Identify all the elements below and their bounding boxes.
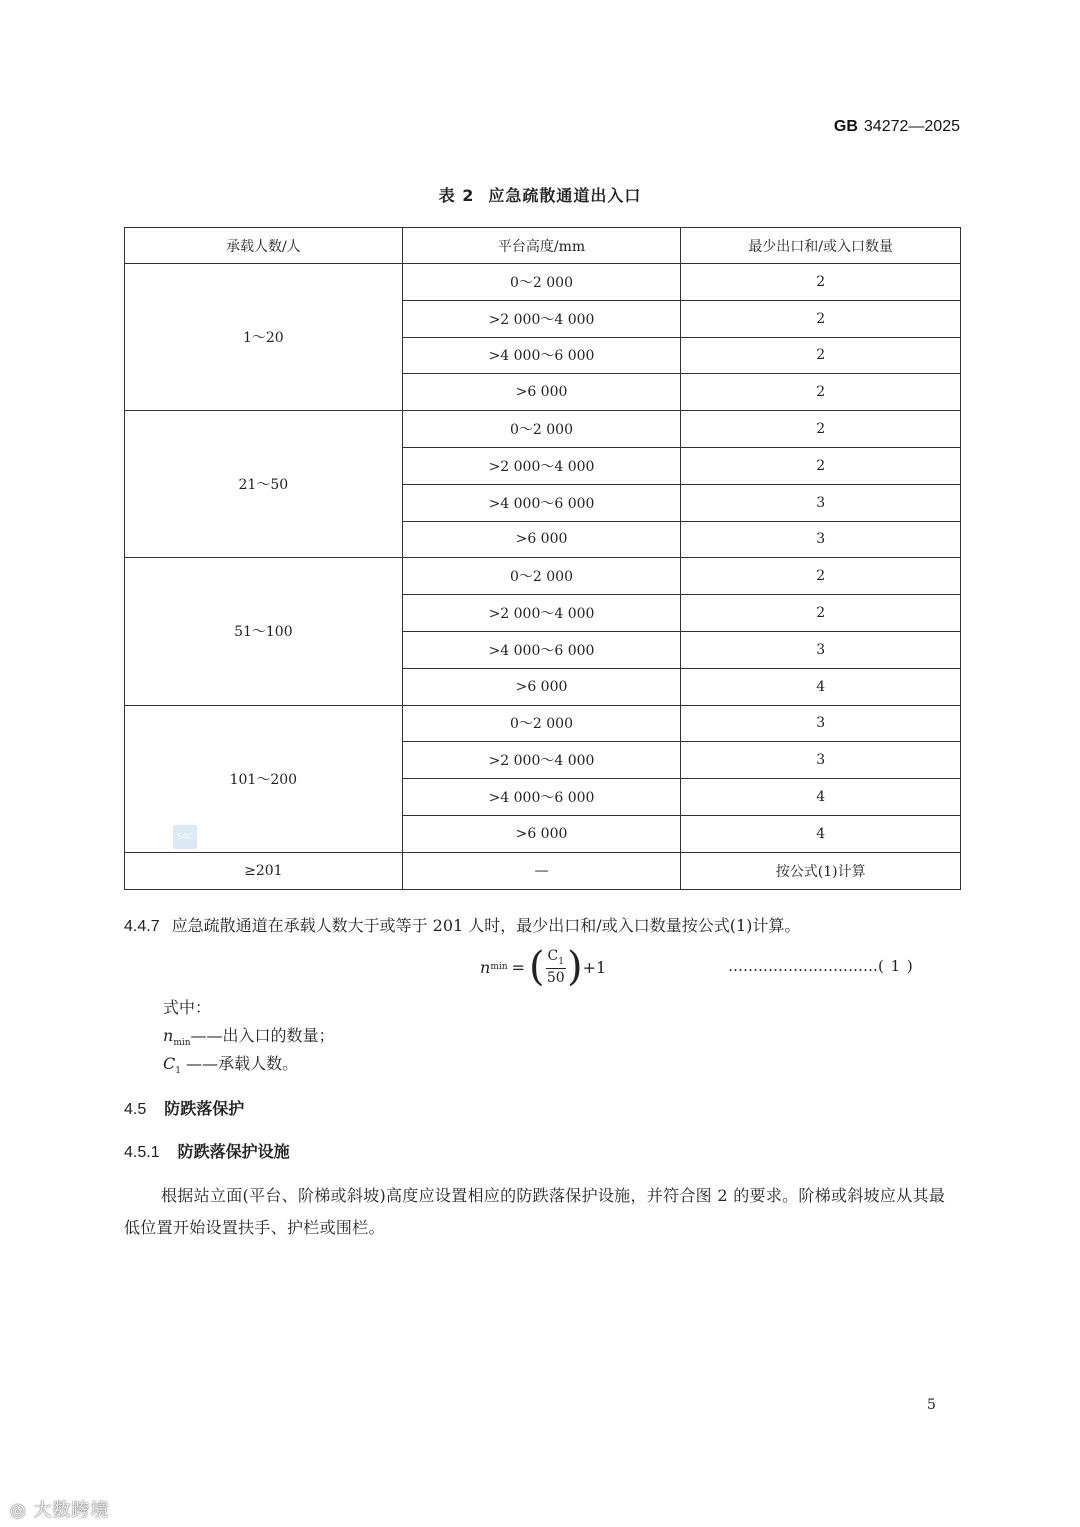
height-cell: >2 000～4 000 <box>402 595 681 632</box>
fraction-denominator: 50 <box>546 969 565 986</box>
where-intro: 式中： <box>163 998 212 1017</box>
equation-label: ( 1 ) <box>878 957 914 975</box>
section-title: 防跌落保护 <box>164 1099 245 1118</box>
watermark-icon: ◎ <box>10 1500 34 1521</box>
count-cell: 2 <box>681 337 961 374</box>
capacity-cell: ≥201 <box>125 852 403 889</box>
column-header: 承载人数/人 <box>125 228 403 264</box>
capacity-cell: 21～50 <box>125 411 403 558</box>
formula-equals: = <box>511 957 525 977</box>
count-cell: 2 <box>681 411 961 448</box>
height-cell: >2 000～4 000 <box>402 742 681 779</box>
evacuation-exit-table <box>124 227 961 890</box>
count-cell: 3 <box>681 705 961 742</box>
numerator-sub: 1 <box>558 956 564 967</box>
table-header-row <box>125 228 961 264</box>
section-number: 4.5.1 <box>124 1144 160 1161</box>
height-cell: >6 000 <box>402 815 681 852</box>
sac-stamp-icon: SAC <box>173 825 197 849</box>
page-number: 5 <box>927 1397 936 1413</box>
formula-1 <box>480 944 606 990</box>
capacity-cell <box>125 705 403 852</box>
where-desc: ——承载人数。 <box>180 1054 299 1073</box>
where-var: C <box>163 1054 176 1073</box>
height-cell: — <box>402 852 681 889</box>
count-cell: 2 <box>681 374 961 411</box>
height-cell: >2 000～4 000 <box>402 300 681 337</box>
count-cell: 2 <box>681 300 961 337</box>
where-sub: 1 <box>175 1066 181 1077</box>
equation-number <box>728 957 914 975</box>
height-cell: 0～2 000 <box>402 558 681 595</box>
standard-code: 34272—2025 <box>863 118 960 135</box>
table-row <box>125 852 961 889</box>
height-cell: >6 000 <box>402 668 681 705</box>
section-title: 防跌落保护设施 <box>177 1142 290 1161</box>
height-cell: >2 000～4 000 <box>402 447 681 484</box>
clause-text: 应急疏散通道在承载人数大于或等于 201 人时，最少出口和/或入口数量按公式(1)计算。 <box>171 916 801 935</box>
count-cell: 4 <box>681 815 961 852</box>
standard-number <box>834 118 960 136</box>
fraction-numerator <box>546 948 566 969</box>
height-cell: >6 000 <box>402 521 681 558</box>
table-title <box>0 183 1080 206</box>
section-heading-4-5 <box>124 1096 244 1119</box>
table-row <box>125 705 961 742</box>
count-cell: 4 <box>681 668 961 705</box>
count-cell: 2 <box>681 264 961 301</box>
count-cell: 按公式(1)计算 <box>681 852 961 889</box>
clause-4-4-7 <box>124 914 961 939</box>
column-header: 平台高度/mm <box>402 228 681 264</box>
height-cell: 0～2 000 <box>402 411 681 448</box>
height-cell: >4 000～6 000 <box>402 779 681 816</box>
formula-plus: +1 <box>582 957 607 977</box>
height-cell: 0～2 000 <box>402 264 681 301</box>
section-number: 4.5 <box>124 1101 147 1118</box>
height-cell: >4 000～6 000 <box>402 631 681 668</box>
count-cell: 2 <box>681 447 961 484</box>
section-heading-4-5-1 <box>124 1139 290 1162</box>
capacity-value: 101～200 <box>229 771 298 788</box>
where-item <box>163 1024 335 1055</box>
height-cell: >6 000 <box>402 374 681 411</box>
count-cell: 2 <box>681 595 961 632</box>
count-cell: 3 <box>681 742 961 779</box>
left-paren-icon: ( <box>528 944 545 990</box>
table-number: 表 2 <box>438 186 475 205</box>
body-paragraph: 根据站立面(平台、阶梯或斜坡)高度应设置相应的防跌落保护设施，并符合图 2 的要求。阶梯或斜坡应从其最低位置开始设置扶手、护栏或围栏。 <box>124 1186 946 1237</box>
where-item <box>163 1052 298 1083</box>
capacity-cell: 1～20 <box>125 264 403 411</box>
formula-lhs-sub: min <box>490 962 508 972</box>
table-row <box>125 264 961 301</box>
height-cell: >4 000～6 000 <box>402 337 681 374</box>
where-sub: min <box>173 1038 191 1049</box>
equation-dots: ………………………… <box>728 957 878 975</box>
table-row <box>125 558 961 595</box>
capacity-cell: 51～100 <box>125 558 403 705</box>
right-paren-icon: ) <box>567 944 583 990</box>
table-caption: 应急疏散通道出入口 <box>488 186 642 205</box>
watermark-text: 大数跨境 <box>33 1500 110 1521</box>
numerator-var: C <box>547 948 559 965</box>
where-desc: ——出入口的数量； <box>190 1026 335 1045</box>
height-cell: >4 000～6 000 <box>402 484 681 521</box>
watermark-logo <box>10 1496 109 1522</box>
table-row <box>125 411 961 448</box>
formula-lhs-var: n <box>480 957 491 977</box>
height-cell: 0～2 000 <box>402 705 681 742</box>
clause-number: 4.4.7 <box>124 918 160 935</box>
count-cell: 3 <box>681 631 961 668</box>
count-cell: 4 <box>681 779 961 816</box>
count-cell: 2 <box>681 558 961 595</box>
formula-fraction <box>546 948 566 986</box>
where-var: n <box>163 1026 174 1045</box>
count-cell: 3 <box>681 521 961 558</box>
standard-prefix: GB <box>833 118 858 135</box>
column-header: 最少出口和/或入口数量 <box>681 228 961 264</box>
count-cell: 3 <box>681 484 961 521</box>
